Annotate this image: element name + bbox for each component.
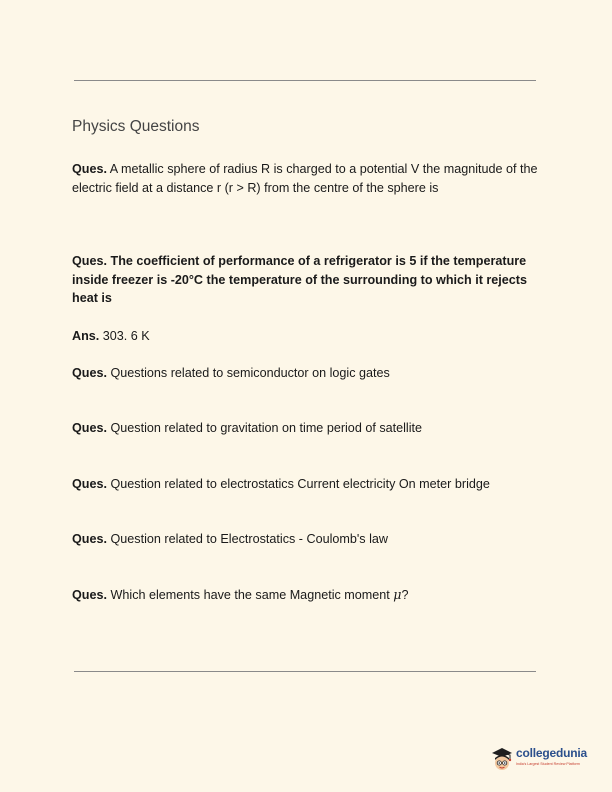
ques-label: Ques. <box>72 588 107 602</box>
question-2 <box>72 252 542 308</box>
question-text: Question related to gravitation on time period of satellite <box>107 421 423 435</box>
ans-label: Ans. <box>72 329 100 343</box>
question-7 <box>72 586 542 605</box>
question-5 <box>72 475 542 494</box>
ques-label: Ques. <box>72 162 107 176</box>
mu-symbol: μ <box>393 587 402 602</box>
answer-2 <box>72 327 542 346</box>
logo-wordmark: collegedunia <box>516 746 587 760</box>
ques-label: Ques. <box>72 532 107 546</box>
ques-label: Ques. <box>72 477 107 491</box>
question-4 <box>72 419 542 438</box>
question-6 <box>72 530 542 549</box>
logo-tagline: India's Largest Student Review Platform <box>516 762 580 766</box>
bottom-divider <box>74 671 536 672</box>
collegedunia-logo <box>490 744 590 776</box>
question-1 <box>72 160 542 197</box>
ques-label: Ques. <box>72 254 107 268</box>
question-3 <box>72 364 542 383</box>
question-text: Which elements have the same Magnetic moment <box>107 588 394 602</box>
answer-text: 303. 6 K <box>99 329 150 343</box>
question-text: A metallic sphere of radius R is charged to a potential V the magnitude of the electric field at a distance r (r > R) from the centre of the sphere is <box>72 162 538 195</box>
question-text: Question related to electrostatics Current electricity On meter bridge <box>107 477 490 491</box>
question-text: The coefficient of performance of a refrigerator is 5 if the temperature inside freezer is -20°C the temperature of the surrounding to which it rejects heat is <box>72 254 528 305</box>
question-text: Question related to Electrostatics - Coulomb's law <box>107 532 388 546</box>
mascot-icon <box>490 744 514 774</box>
top-divider <box>74 80 536 81</box>
ques-label: Ques. <box>72 421 107 435</box>
question-suffix: ? <box>401 588 409 602</box>
page-heading: Physics Questions <box>72 118 200 135</box>
ques-label: Ques. <box>72 366 107 380</box>
question-text: Questions related to semiconductor on logic gates <box>107 366 390 380</box>
